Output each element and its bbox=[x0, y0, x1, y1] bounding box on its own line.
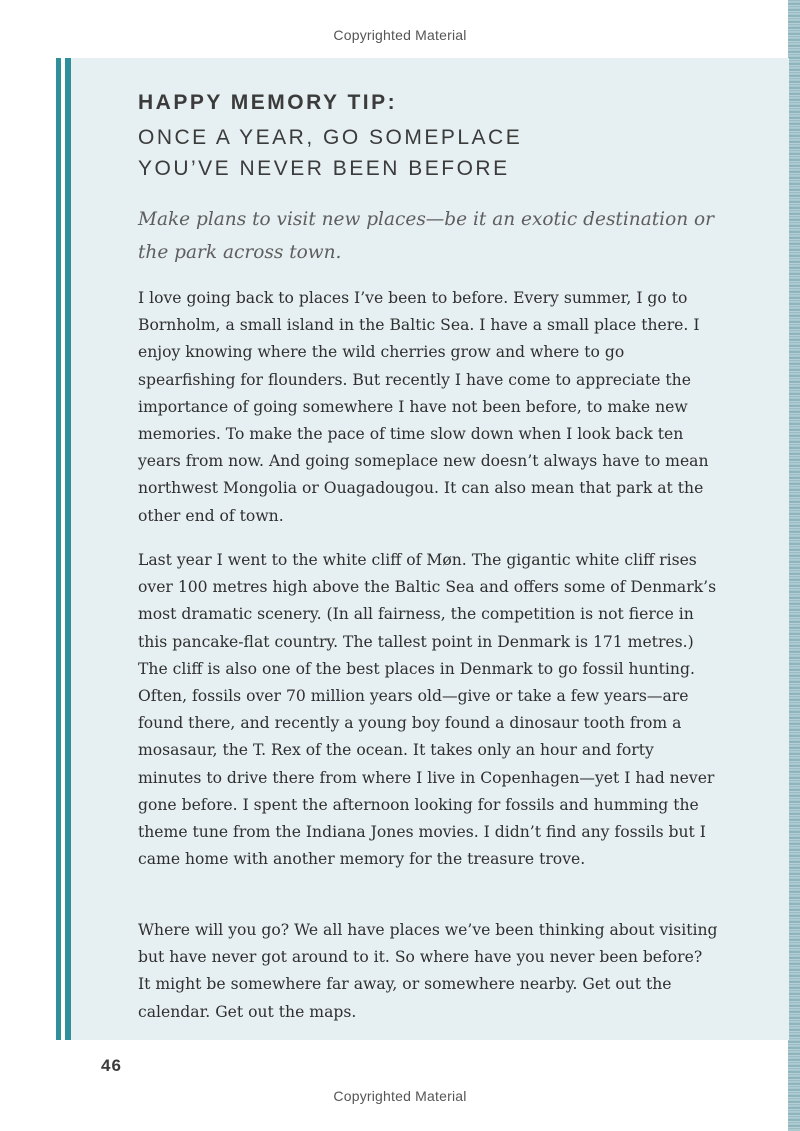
accent-bar-outer bbox=[56, 58, 61, 1040]
page-edge-texture bbox=[788, 0, 800, 1131]
page-number: 46 bbox=[101, 1056, 122, 1075]
body-paragraph-3: Where will you go? We all have places we’ve been thinking about visiting but have never got around to it. So where have you never been before? It might be somewhere far away, or somewhere nearby. Get out the calendar. Get out the maps. bbox=[138, 921, 718, 1021]
tip-title-line-2: YOU’VE NEVER BEEN BEFORE bbox=[138, 157, 510, 180]
tip-label: HAPPY MEMORY TIP: bbox=[138, 91, 398, 114]
copyright-watermark-bottom: Copyrighted Material bbox=[333, 1088, 467, 1104]
copyright-watermark-top: Copyrighted Material bbox=[333, 27, 467, 43]
body-paragraph-2: Last year I went to the white cliff of Møn. The gigantic white cliff rises over 100 metres high above the Baltic Sea and offers some of Denmark’s most dramatic scenery. (In all fairness, the competition is not fierce in this pancake-flat country. The tallest point in Denmark is 171 metres.) The cliff is also one of the best places in Denmark to go fossil hunting. Often, fossils over 70 million years old—give or take a few years—are found there, and recently a young boy found a dinosaur tooth from a mosasaur, the T. Rex of the ocean. It takes only an hour and forty minutes to drive there from where I live in Copenhagen—yet I had never gone before. I spent the afternoon looking for fossils and humming the theme tune from the Indiana Jones movies. I didn’t find any fossils but I came home with another memory for the treasure trove. bbox=[138, 551, 717, 869]
tip-title-line-1: ONCE A YEAR, GO SOMEPLACE bbox=[138, 126, 523, 149]
tip-title bbox=[138, 122, 522, 184]
tip-subtitle: Make plans to visit new places—be it an exotic destination or the park across town. bbox=[138, 209, 714, 263]
body-paragraph-1: I love going back to places I’ve been to before. Every summer, I go to Bornholm, a small island in the Baltic Sea. I have a small place there. I enjoy knowing where the wild cherries grow and where to go spearfishing for flounders. But recently I have come to appreciate the importance of going somewhere I have not been before, to make new memories. To make the pace of time slow down when I look back ten years from now. And going someplace new doesn’t always have to mean northwest Mongolia or Ouagadougou. It can also mean that park at the other end of town. bbox=[138, 289, 709, 525]
